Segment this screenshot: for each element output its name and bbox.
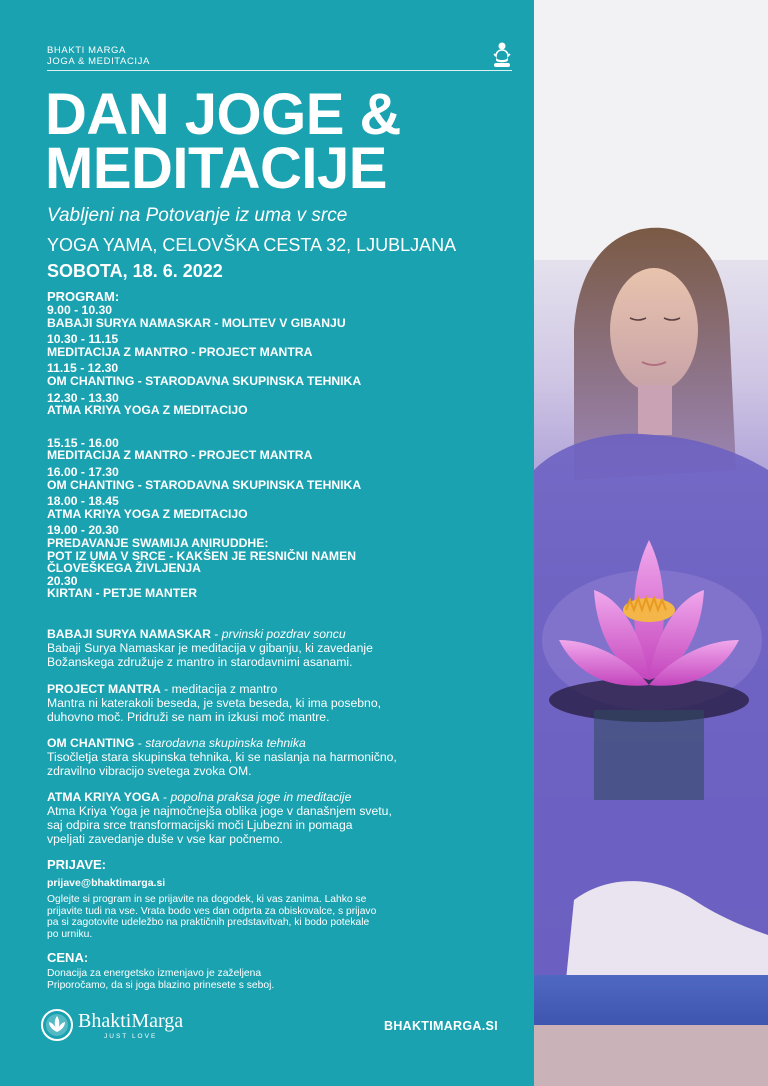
event-date: SOBOTA, 18. 6. 2022 xyxy=(47,261,223,281)
signup-line: pa si zagotovite udeležbo na praktičnih predstavitvah, ki bodo potekale xyxy=(47,917,370,929)
description-body: Babaji Surya Namaskar je meditacija v gibanju, ki zavedanje xyxy=(47,641,373,655)
description-babaji: BABAJI SURYA NAMASKAR - prvinski pozdrav soncu Babaji Surya Namaskar je meditacija v gibanju, ki zavedanje Božanskega združuje z mantro in starodavnimi asanami. xyxy=(47,627,517,669)
signup-line: po urniku. xyxy=(47,928,93,940)
meditating-figure-icon xyxy=(492,42,512,68)
description-key: BABAJI SURYA NAMASKAR xyxy=(47,627,211,641)
slot-time: 19.00 - 20.30 xyxy=(47,523,119,538)
signup-email-link[interactable]: prijave@bhaktimarga.si xyxy=(47,877,166,889)
program-slot xyxy=(47,333,517,358)
meditation-photo xyxy=(534,0,768,1086)
slot-time: 20.30 xyxy=(47,573,78,588)
price-line: Priporočamo, da si joga blazino prinesete s seboj. xyxy=(47,979,275,991)
slot-time: 16.00 - 17.30 xyxy=(47,464,119,479)
lunch-gap xyxy=(47,421,517,437)
description-body: zdravilno vibracijo svetega zvoka OM. xyxy=(47,764,252,778)
event-title xyxy=(45,82,401,201)
program-slot xyxy=(47,362,517,387)
neck xyxy=(638,385,672,435)
slot-time: 15.15 - 16.00 xyxy=(47,435,119,450)
signup-text xyxy=(47,894,447,940)
header-divider xyxy=(47,70,512,71)
talk-line: PREDAVANJE SWAMIJA ANIRUDDHE: xyxy=(47,535,269,550)
description-sub: starodavna skupinska tehnika xyxy=(145,736,306,750)
talk-line: ČLOVEŠKEGA ŽIVLJENJA xyxy=(47,561,201,576)
description-body: Božanskega združuje z mantro in starodavnimi asanami. xyxy=(47,655,353,669)
description-body: vpeljati zavedanje duše v vse kar počnemo. xyxy=(47,832,283,846)
brand-line-1: BHAKTI MARGA xyxy=(47,45,126,56)
slot-name: OM CHANTING - STARODAVNA SKUPINSKA TEHNIKA xyxy=(47,477,362,492)
program-slot xyxy=(47,437,517,462)
price-text xyxy=(47,968,447,991)
meditation-illustration xyxy=(534,0,768,1086)
slot-time: 18.00 - 18.45 xyxy=(47,494,119,509)
slot-name: ATMA KRIYA YOGA Z MEDITACIJO xyxy=(47,403,248,418)
talk-line: POT IZ UMA V SRCE - KAKŠEN JE RESNIČNI NAMEN xyxy=(47,548,357,563)
description-sub: meditacija z mantro xyxy=(171,682,278,696)
program-slot xyxy=(47,392,517,417)
signup-line: Oglejte si program in se prijavite na dogodek, ki vas zanima. Lahko se xyxy=(47,894,367,905)
description-project-mantra: PROJECT MANTRA - meditacija z mantro Mantra ni katerakoli beseda, je sveta beseda, ki ima posebno, duhovno moč. Pridruži se nam in izkusi moč mantre. xyxy=(47,682,517,724)
program-slot xyxy=(47,304,517,329)
price-line: Donacija za energetsko izmenjavo je zaželjena xyxy=(47,968,262,979)
stem-reflection xyxy=(594,710,704,800)
slot-name: KIRTAN - PETJE MANTER xyxy=(47,586,198,601)
title-line-1: DAN JOGE & xyxy=(45,82,401,147)
slot-time: 9.00 - 10.30 xyxy=(47,303,113,317)
wall xyxy=(534,0,768,260)
signup-heading: PRIJAVE: xyxy=(47,857,106,872)
slot-name: ATMA KRIYA YOGA Z MEDITACIJO xyxy=(47,506,248,521)
lotus-circle-icon xyxy=(40,1008,74,1042)
slot-time: 12.30 - 13.30 xyxy=(47,390,119,405)
event-venue: YOGA YAMA, CELOVŠKA CESTA 32, LJUBLJANA xyxy=(47,235,457,255)
yoga-mat xyxy=(534,975,768,1025)
program-list xyxy=(47,304,517,604)
description-body: Atma Kriya Yoga je najmočnejša oblika joge v današnjem svetu, xyxy=(47,804,392,818)
program-heading: PROGRAM: xyxy=(47,289,120,304)
program-slot xyxy=(47,495,517,520)
description-body: duhovno moč. Pridruži se nam in izkusi moč mantre. xyxy=(47,710,330,724)
signup-line: prijavite tudi na vse. Vrata bodo ves dan odprta za obiskovalce, s prijavo xyxy=(47,905,377,917)
description-body: Tisočletja stara skupinska tehnika, ki se naslanja na harmonično, xyxy=(47,750,397,764)
description-body: Mantra ni katerakoli beseda, je sveta beseda, ki ima posebno, xyxy=(47,696,381,710)
slot-time: 10.30 - 11.15 xyxy=(47,332,119,347)
slot-name: OM CHANTING - STARODAVNA SKUPINSKA TEHNIKA xyxy=(47,373,362,388)
description-key: ATMA KRIYA YOGA xyxy=(47,790,160,804)
slot-name: MEDITACIJA Z MANTRO - PROJECT MANTRA xyxy=(47,344,313,359)
footer-logo-name: BhaktiMarga xyxy=(78,1009,184,1032)
price-heading: CENA: xyxy=(47,950,89,965)
footer-logo xyxy=(40,1008,183,1042)
description-atma-kriya: ATMA KRIYA YOGA - popolna praksa joge in meditacije Atma Kriya Yoga je najmočnejša oblika joge v današnjem svetu, saj odpira srce transformacijski moči Ljubezni in pomaga vpeljati zavedanje duše v vse kar počnemo. xyxy=(47,790,517,846)
brand-line-2: JOGA & MEDITACIJA xyxy=(47,56,150,67)
brand-label xyxy=(47,45,150,67)
description-sub: popolna praksa joge in meditacije xyxy=(170,790,352,804)
description-sub: prvinski pozdrav soncu xyxy=(221,627,346,641)
description-body: saj odpira srce transformacijski moči Ljubezni in pomaga xyxy=(47,818,353,832)
title-line-2: MEDITACIJE xyxy=(45,136,387,201)
slot-name: MEDITACIJA Z MANTRO - PROJECT MANTRA xyxy=(47,448,313,463)
program-slot xyxy=(47,466,517,491)
description-key: PROJECT MANTRA xyxy=(47,682,161,696)
footer-logo-tagline: JUST LOVE xyxy=(104,1032,158,1040)
floor xyxy=(534,1025,768,1086)
program-slot-talk xyxy=(47,524,517,600)
website-link[interactable]: BHAKTIMARGA.SI xyxy=(384,1019,498,1033)
slot-time: 11.15 - 12.30 xyxy=(47,361,119,376)
description-om-chanting: OM CHANTING - starodavna skupinska tehnika Tisočletja stara skupinska tehnika, ki se naslanja na harmonično, zdravilno vibracijo svetega zvoka OM. xyxy=(47,736,517,778)
description-key: OM CHANTING xyxy=(47,736,135,750)
face xyxy=(610,268,698,392)
slot-name: BABAJI SURYA NAMASKAR - MOLITEV V GIBANJU xyxy=(47,315,346,330)
event-subtitle: Vabljeni na Potovanje iz uma v srce xyxy=(47,205,348,226)
